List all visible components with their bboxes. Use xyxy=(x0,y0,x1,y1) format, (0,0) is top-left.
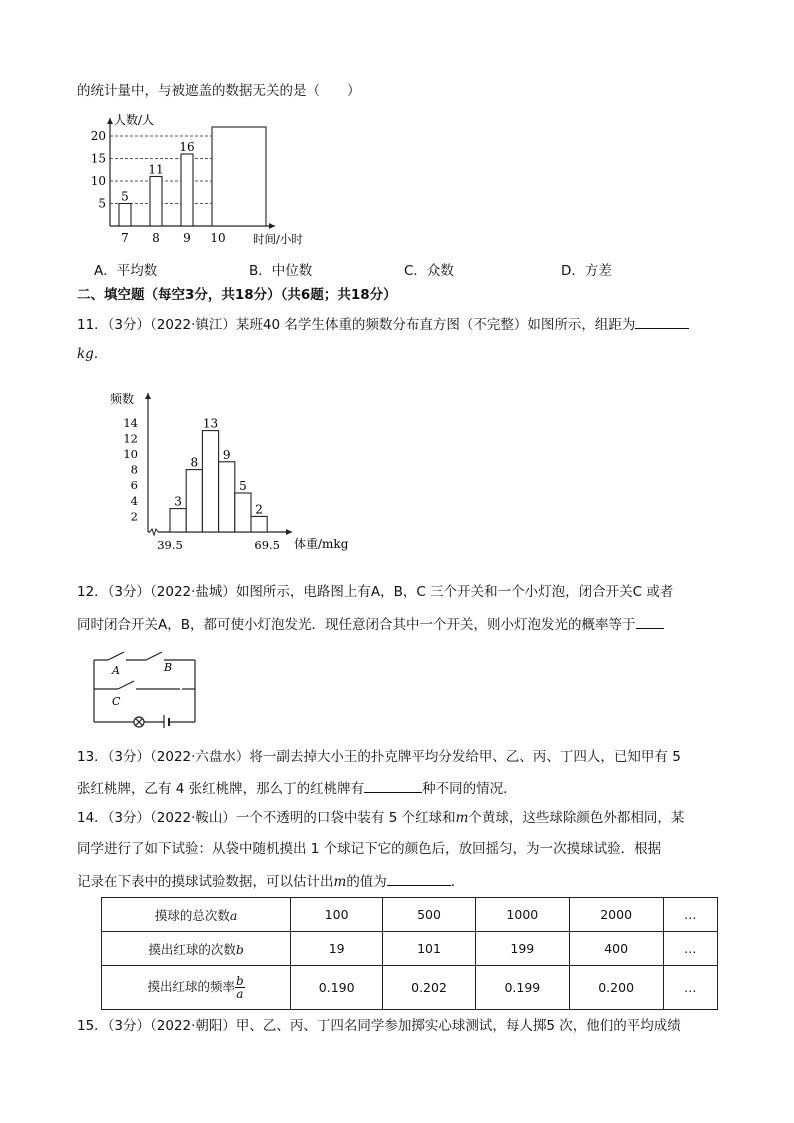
q11-unit-line xyxy=(77,345,107,363)
table-cell: 0.200 xyxy=(569,966,663,1010)
bar-value-label: 5 xyxy=(239,479,247,493)
y-tick-label: 8 xyxy=(130,462,138,477)
y-axis-label: 人数/人 xyxy=(114,113,155,127)
table-cell: … xyxy=(663,966,717,1010)
row1-var: a xyxy=(229,907,238,923)
switch-b-lever xyxy=(146,652,162,660)
q14-line3a: 记录在下表中的摸球试验数据，可以估计出 xyxy=(77,874,334,890)
bar-value-label: 16 xyxy=(179,140,195,154)
q12-answer-blank[interactable] xyxy=(636,614,664,629)
bar-value-label: 9 xyxy=(222,447,231,462)
bar-value-label: 2 xyxy=(255,502,263,517)
bar xyxy=(181,154,193,226)
table-cell: 500 xyxy=(383,898,476,932)
row3-label: 摸出红球的频率 xyxy=(147,979,236,994)
histogram-bar xyxy=(251,516,267,532)
y-axis-arrow xyxy=(145,393,151,399)
table-row-label xyxy=(102,966,291,1010)
q14-answer-blank[interactable] xyxy=(387,871,451,886)
q10-option-b[interactable]: B．中位数 xyxy=(249,263,313,279)
bar xyxy=(212,127,266,226)
switch-c-label: C xyxy=(112,695,121,708)
q14-line2: 同学进行了如下试验：从袋中随机摸出 1 个球记下它的颜色后，放回摇匀，为一次摸球试验．根据 xyxy=(77,841,662,857)
y-tick-label: 20 xyxy=(90,129,106,143)
q11-period: ． xyxy=(93,346,108,362)
x-tick-label: 8 xyxy=(152,231,160,245)
histogram-bar xyxy=(219,462,235,532)
x-axis-label: 时间/小时 xyxy=(253,232,303,246)
frac-numerator: b xyxy=(236,974,244,988)
y-tick-label: 10 xyxy=(90,174,106,188)
q13-line2: 张红桃牌，乙有 4 张红桃牌，那么丁的红桃牌有 xyxy=(77,781,365,797)
q13-answer-blank[interactable] xyxy=(364,778,422,793)
table-cell: 400 xyxy=(569,932,663,966)
q11-histogram xyxy=(100,385,370,560)
table-row-label xyxy=(102,932,291,966)
x-tick-end: 69.5 xyxy=(254,538,281,552)
y-axis-label: 频数 xyxy=(110,392,135,406)
table-cell: … xyxy=(663,898,717,932)
q12-circuit-diagram xyxy=(88,648,203,728)
y-tick-label: 2 xyxy=(130,509,138,524)
bar-value-label: 13 xyxy=(202,416,219,431)
section-2-title: 二、填空题（每空3分，共18分）（共6题；共18分） xyxy=(77,287,397,303)
switch-a-label: A xyxy=(112,664,120,677)
table-cell: 0.202 xyxy=(383,966,476,1010)
bar xyxy=(119,204,131,227)
q10-option-d[interactable]: D．方差 xyxy=(561,263,612,279)
q13-line2-wrap xyxy=(77,778,517,798)
table-cell: 100 xyxy=(291,898,383,932)
x-tick-label: 10 xyxy=(210,231,226,245)
q12-line2: 同时闭合开关A，B，都可使小灯泡发光．现任意闭合其中一个开关，则小灯泡发光的概率等于 xyxy=(77,617,636,633)
x-tick-start: 39.5 xyxy=(157,538,183,552)
frequency-fraction xyxy=(235,975,245,1000)
y-tick-label: 12 xyxy=(123,431,138,446)
q14-line3-end: ． xyxy=(450,874,465,890)
q11-answer-blank[interactable] xyxy=(635,314,689,329)
q14-table xyxy=(101,897,718,1010)
q10-bar-chart xyxy=(90,110,340,250)
table-row xyxy=(102,932,718,966)
histogram-bar xyxy=(235,493,251,532)
y-tick-label: 6 xyxy=(130,478,138,493)
histogram-bar xyxy=(170,509,186,532)
q15-line1: 15．（3分）（2022·朝阳）甲、乙、丙、丁四名同学参加掷实心球测试，每人掷5 次，他们的平均成绩 xyxy=(77,1018,681,1034)
q11-line1: 11．（3分）（2022·镇江）某班40 名学生体重的频数分布直方图（不完整）如图所示，组距为 xyxy=(77,317,636,333)
row2-var: b xyxy=(235,941,244,957)
y-axis-arrow xyxy=(107,118,113,124)
histogram-bar xyxy=(186,470,202,532)
x-axis-arrow xyxy=(269,223,275,229)
q13-line1: 13．（3分）（2022·六盘水）将一副去掉大小王的扑克牌平均分发给甲、乙、丙、丁四人，已知甲有 5 xyxy=(77,749,681,765)
q13-line2-end: 种不同的情况． xyxy=(422,781,517,797)
y-tick-label: 10 xyxy=(123,447,138,461)
q14-line1a: 14．（3分）（2022·鞍山）一个不透明的口袋中装有 5 个红球和 xyxy=(77,810,456,826)
x-axis-label: 体重/mkg xyxy=(294,537,349,551)
switch-b-label: B xyxy=(164,661,173,674)
table-cell: … xyxy=(663,932,717,966)
q12-line1: 12．（3分）（2022·盐城）如图所示，电路图上有A，B，C 三个开关和一个小灯泡，闭合开关C 或者 xyxy=(77,584,674,600)
row2-label: 摸出红球的次数 xyxy=(148,941,236,957)
q14-line3b: 的值为 xyxy=(346,874,387,890)
x-tick-label: 7 xyxy=(121,231,129,245)
q12-line2-wrap xyxy=(77,614,664,634)
table-cell: 199 xyxy=(475,932,569,966)
table-cell: 1000 xyxy=(475,898,569,932)
y-tick-label: 5 xyxy=(98,196,106,211)
q10-option-a[interactable]: A．平均数 xyxy=(94,263,158,279)
y-tick-label: 14 xyxy=(123,415,138,430)
q10-option-c[interactable]: C．众数 xyxy=(404,263,454,279)
bar-value-label: 8 xyxy=(190,455,199,470)
axis-break-zigzag xyxy=(150,529,158,535)
bar-value-label: 5 xyxy=(121,189,129,204)
table-cell: 101 xyxy=(383,932,476,966)
q14-line3-wrap xyxy=(77,871,464,891)
histogram-bar xyxy=(202,431,218,532)
table-cell: 19 xyxy=(291,932,383,966)
table-row xyxy=(102,966,718,1010)
switch-c-lever xyxy=(118,681,134,689)
y-tick-label: 15 xyxy=(90,151,106,166)
q10-stem: 的统计量中，与被遮盖的数据无关的是（ ） xyxy=(77,83,361,99)
row1-label: 摸球的总次数 xyxy=(154,907,230,923)
x-axis-arrow xyxy=(286,529,292,535)
q11-unit: kg xyxy=(77,346,94,362)
bar-value-label: 3 xyxy=(174,494,182,509)
table-cell: 0.190 xyxy=(291,966,383,1010)
table-row xyxy=(102,898,718,932)
x-tick-label: 9 xyxy=(183,231,191,245)
bar-value-label: 11 xyxy=(148,162,164,177)
bar xyxy=(150,177,162,227)
frac-denominator: a xyxy=(236,987,244,1001)
table-row-label xyxy=(102,898,291,932)
y-tick-label: 4 xyxy=(130,493,138,508)
table-cell: 2000 xyxy=(569,898,663,932)
q14-var-m-2: m xyxy=(333,874,347,890)
q14-var-m: m xyxy=(455,810,469,826)
q14-line1-wrap xyxy=(77,809,684,827)
table-cell: 0.199 xyxy=(475,966,569,1010)
switch-a-lever xyxy=(108,652,124,660)
q11-text xyxy=(77,314,689,334)
q14-line1b: 个黄球，这些球除颜色外都相同，某 xyxy=(468,810,685,826)
